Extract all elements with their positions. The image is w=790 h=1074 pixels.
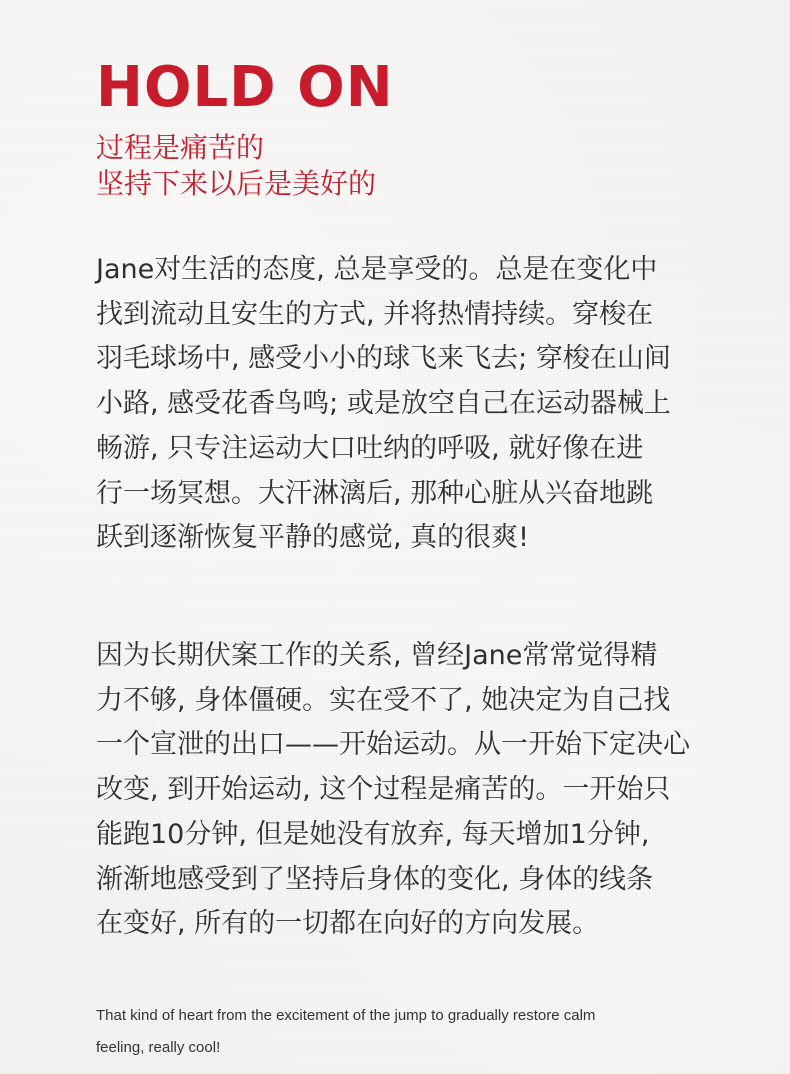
body-paragraph-2: [96, 634, 690, 947]
caption-line: feeling, really cool!: [96, 1039, 221, 1056]
english-caption: [96, 1000, 696, 1064]
subtitle-line: 坚持下来以后是美好的: [96, 167, 377, 200]
caption-line: That kind of heart from the excitement of the jump to gradually restore calm: [96, 1007, 596, 1024]
body-paragraph-1: [96, 248, 676, 561]
paragraph-line: 渐渐地感受到了坚持后身体的变化, 身体的线条: [96, 863, 654, 895]
paragraph-line: Jane对生活的态度, 总是享受的。总是在变化中: [96, 254, 658, 285]
paragraph-line: 行一场冥想。大汗淋漓后, 那种心脏从兴奋地跳: [96, 477, 654, 509]
headline-title: HOLD ON: [96, 55, 394, 120]
subtitle: [96, 130, 376, 202]
paragraph-line: 找到流动且安生的方式, 并将热情持续。穿梭在: [96, 298, 654, 330]
paragraph-line: 小路, 感受花香鸟鸣; 或是放空自己在运动器械上: [96, 388, 671, 420]
paragraph-line: 改变, 到开始运动, 这个过程是痛苦的。一开始只: [96, 774, 671, 806]
paragraph-line: 一个宣泄的出口——开始运动。从一开始下定决心: [96, 729, 690, 761]
paragraph-line: 羽毛球场中, 感受小小的球飞来飞去; 穿梭在山间: [96, 343, 671, 375]
paragraph-line: 能跑10分钟, 但是她没有放弃, 每天增加1分钟,: [96, 818, 650, 850]
paragraph-line: 力不够, 身体僵硬。实在受不了, 她决定为自己找: [96, 684, 671, 716]
paragraph-line: 在变好, 所有的一切都在向好的方向发展。: [96, 908, 600, 940]
paragraph-line: 因为长期伏案工作的关系, 曾经Jane常常觉得精: [96, 640, 658, 671]
subtitle-line: 过程是痛苦的: [96, 131, 265, 164]
paragraph-line: 跃到逐渐恢复平静的感觉, 真的很爽!: [96, 522, 529, 554]
paragraph-line: 畅游, 只专注运动大口吐纳的呼吸, 就好像在进: [96, 432, 644, 464]
